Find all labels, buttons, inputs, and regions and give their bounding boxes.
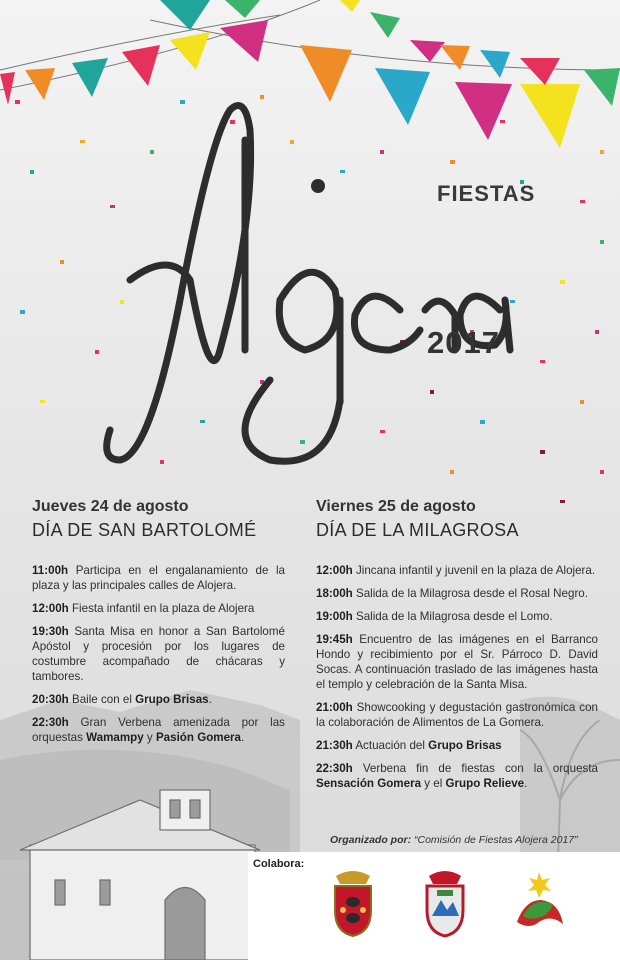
event-item: 12:00h Fiesta infantil en la plaza de Alojera: [32, 602, 255, 615]
day-heading: Viernes 25 de agosto: [316, 498, 476, 515]
day-heading: Jueves 24 de agosto: [32, 498, 189, 515]
coat-of-arms-vallehermoso-icon: [423, 866, 467, 938]
event-item: 20:30h Baile con el Grupo Brisas.: [32, 693, 212, 706]
saint-heading: DÍA DE LA MILAGROSA: [316, 520, 519, 540]
coat-of-arms-gomera-icon: [330, 866, 376, 938]
event-item: 21:30h Actuación del Grupo Brisas: [316, 739, 502, 752]
event-item: 21:00h Showcooking y degustación gastronómica con la colaboración de Alimentos de La Gomera.: [316, 701, 598, 729]
event-item: 22:30h Verbena fin de fiestas con la orquesta Sensación Gomera y el Grupo Relieve.: [316, 762, 598, 790]
event-item: 19:30h Santa Misa en honor a San Bartolomé Apóstol y procesión por los lugares de costumbre acompañado de chácaras y tambores.: [32, 625, 285, 683]
day-column-left: [32, 497, 285, 753]
event-item: 19:45h Encuentro de las imágenes en el Barranco Hondo y recibimiento por el Sr. Párroco D. David Socas. A continuación traslado de las imágenes hasta el templo y celebración de la Santa Misa.: [316, 633, 598, 691]
day-column-right: [316, 497, 598, 799]
event-item: 22:30h Gran Verbena amenizada por las orquestas Wamampy y Pasión Gomera.: [32, 716, 285, 744]
year-label: 2017: [427, 325, 500, 360]
event-item: 11:00h Participa en el engalanamiento de la plaza y las principales calles de Alojera.: [32, 564, 285, 592]
title-script-art: [70, 100, 550, 480]
event-item: 19:00h Salida de la Milagrosa desde el Lomo.: [316, 610, 553, 623]
colabora-label: Colabora:: [253, 858, 305, 870]
logo-alimentos-icon: [503, 866, 575, 938]
event-item: 18:00h Salida de la Milagrosa desde el Rosal Negro.: [316, 587, 588, 600]
event-item: 12:00h Jincana infantil y juvenil en la plaza de Alojera.: [316, 564, 596, 577]
saint-heading: DÍA DE SAN BARTOLOMÉ: [32, 520, 257, 540]
fiestas-label: FIESTAS: [437, 181, 536, 206]
organizer-credit: Organizado por: “Comisión de Fiestas Alojera 2017”: [330, 834, 578, 846]
